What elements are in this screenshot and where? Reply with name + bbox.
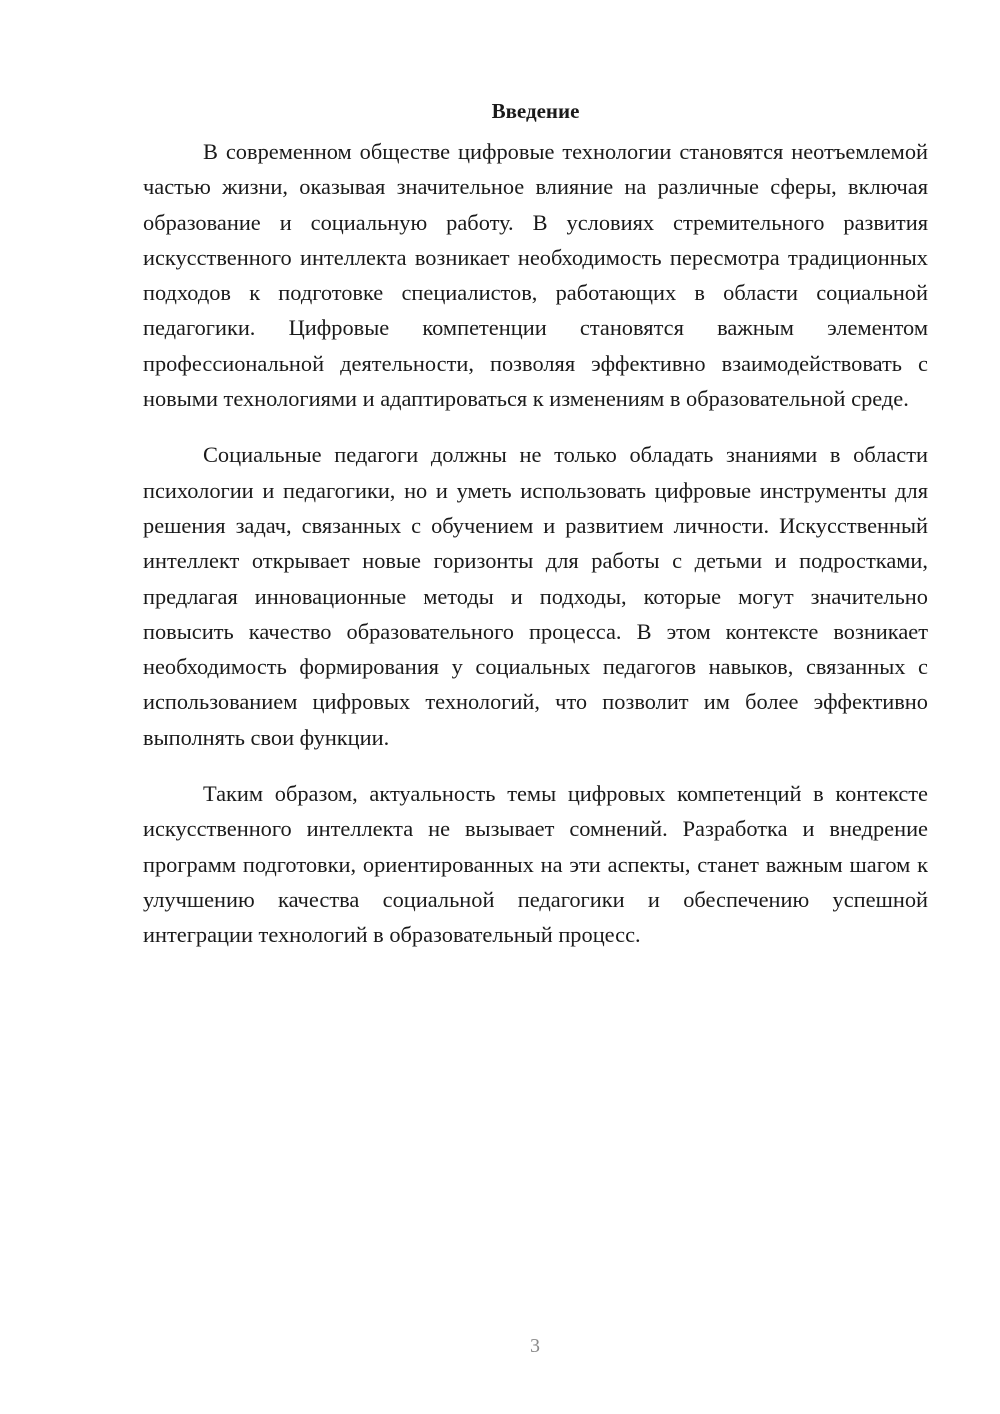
paragraph-3: Таким образом, актуальность темы цифровых компетенций в контексте искусственного интеллекта не вызывает сомнений. Разработка и внедрение программ подготовки, ориентированных на эти аспекты, станет важным шагом к улучшению качества социальной педагогики и обеспечению успешной интеграции технологий в образовательный процесс. <box>143 781 928 948</box>
section-heading: Введение <box>491 99 580 123</box>
paragraph-2: Социальные педагоги должны не только обладать знаниями в области психологии и педагогики, но и уметь использовать цифровые инструменты для решения задач, связанных с обучением и развитием личности. Искусственный интеллект открывает новые горизонты для работы с детьми и подростками, предлагая инновационные методы и подходы, которые могут значительно повысить качество образовательного процесса. В этом контексте возникает необходимость формирования у социальных педагогов навыков, связанных с использованием цифровых технологий, что позволит им более эффективно выполнять свои функции. <box>143 442 928 750</box>
paragraph-1: В современном обществе цифровые технологии становятся неотъемлемой частью жизни, оказывая значительное влияние на различные сферы, включая образование и социальную работу. В условиях стремительного развития искусственного интеллекта возникает необходимость пересмотра традиционных подходов к подготовке специалистов, работающих в области социальной педагогики. Цифровые компетенции становятся важным элементом профессиональной деятельности, позволяя эффективно взаимодействовать с новыми технологиями и адаптироваться к изменениям в образовательной среде. <box>143 139 928 412</box>
page-content <box>143 98 928 974</box>
page-number: 3 <box>530 1335 540 1357</box>
